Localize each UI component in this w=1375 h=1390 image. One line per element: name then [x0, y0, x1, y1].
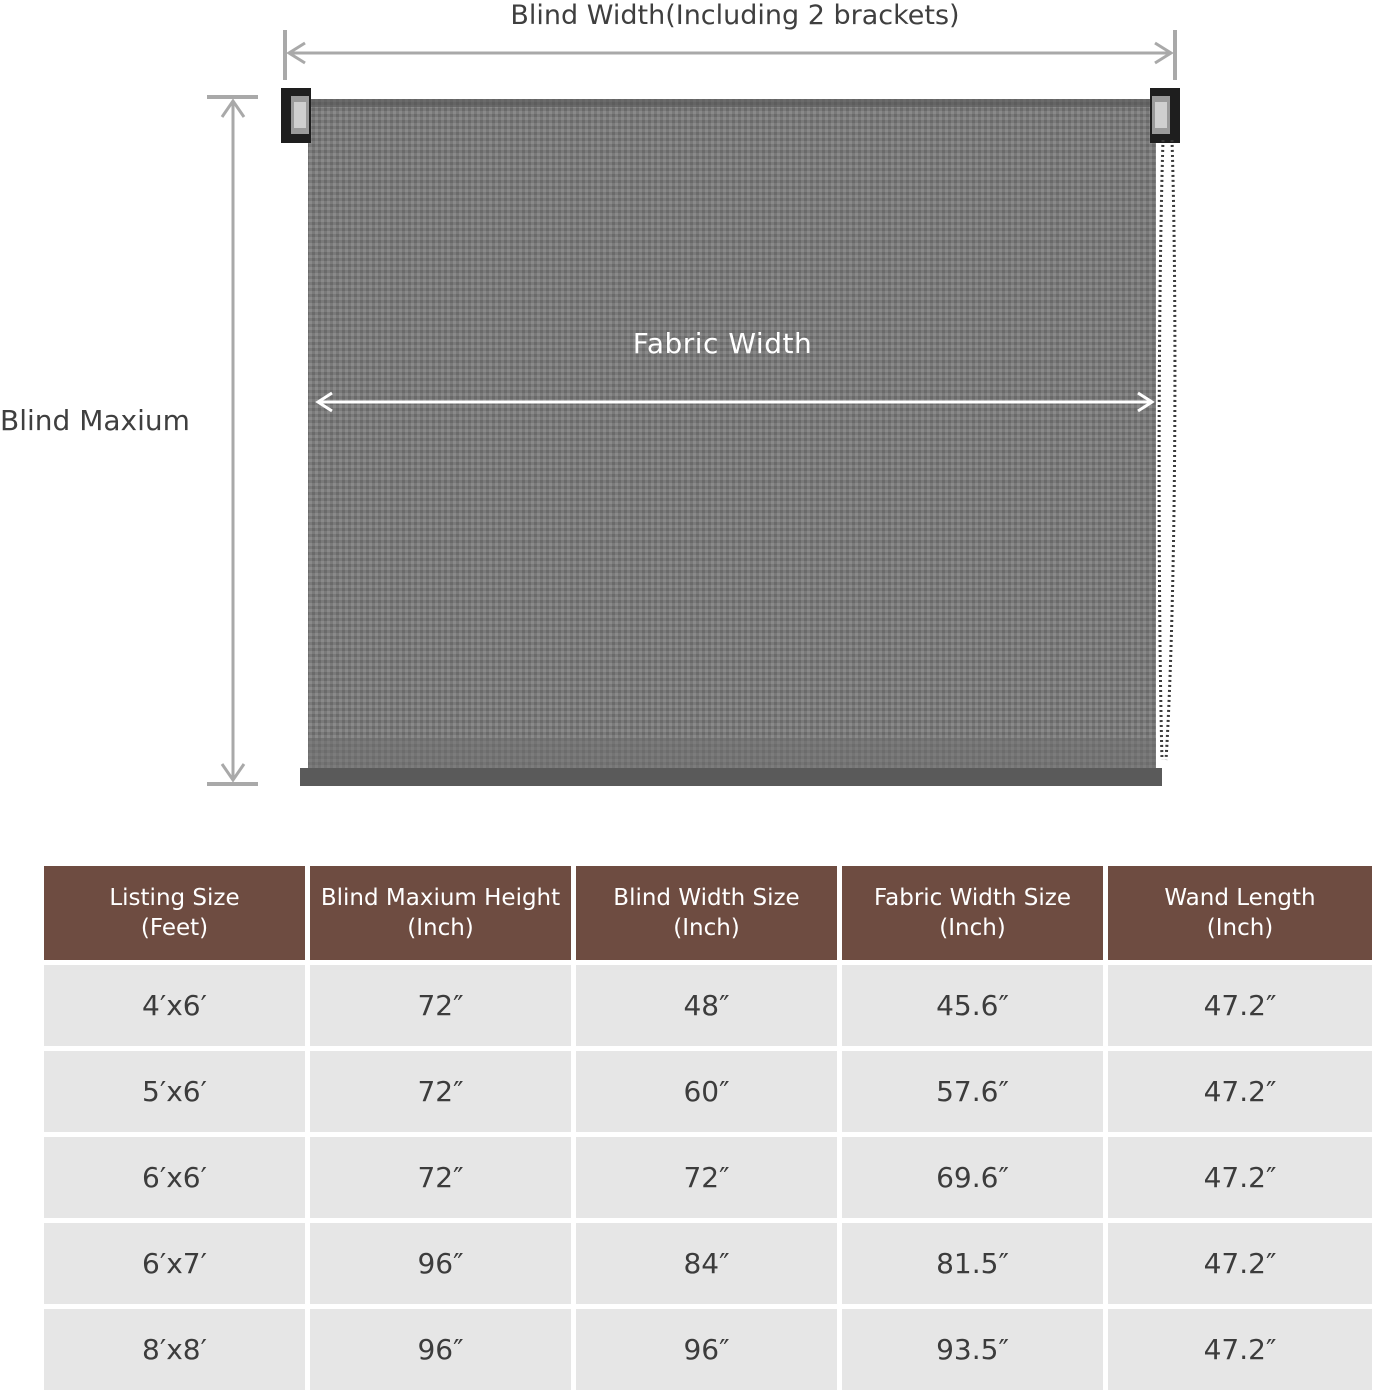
- cell-wand-length: 47.2″: [1108, 960, 1372, 1046]
- header-blind-maxium-height: [310, 866, 576, 960]
- header-fabric-width-size: [842, 866, 1108, 960]
- cell-blind-maxium-height: 96″: [310, 1304, 576, 1390]
- header-unit: (Inch): [407, 915, 474, 941]
- cell-blind-width-size: 96″: [576, 1304, 842, 1390]
- cell-blind-maxium-height: 72″: [310, 1046, 576, 1132]
- size-spec-table: [44, 866, 1372, 1390]
- cell-listing-size: 4′x6′: [44, 960, 310, 1046]
- blind-width-dimension-line: [285, 30, 1175, 80]
- table-row: [44, 1046, 1372, 1132]
- cell-listing-size: 8′x8′: [44, 1304, 310, 1390]
- fabric-panel: [308, 99, 1156, 785]
- cell-wand-length: 47.2″: [1108, 1132, 1372, 1218]
- cell-blind-maxium-height: 72″: [310, 960, 576, 1046]
- bottom-rail: [300, 768, 1162, 786]
- header-unit: (Inch): [1206, 915, 1274, 941]
- cell-blind-width-size: 48″: [576, 960, 842, 1046]
- cell-blind-width-size: 60″: [576, 1046, 842, 1132]
- table-header-row: [44, 866, 1372, 960]
- cell-blind-width-size: 84″: [576, 1218, 842, 1304]
- table-row: [44, 1304, 1372, 1390]
- header-wand-length: [1108, 866, 1372, 960]
- cell-fabric-width-size: 93.5″: [842, 1304, 1108, 1390]
- cell-listing-size: 5′x6′: [44, 1046, 310, 1132]
- header-unit: (Feet): [140, 915, 209, 941]
- header-blind-width-size: [576, 866, 842, 960]
- header-line: Listing Size: [109, 885, 240, 911]
- cell-fabric-width-size: 57.6″: [842, 1046, 1108, 1132]
- header-unit: (Inch): [673, 915, 740, 941]
- table-row: [44, 1132, 1372, 1218]
- header-line: Wand Length: [1164, 885, 1316, 911]
- table-row: [44, 960, 1372, 1046]
- bead-chain: [1159, 140, 1175, 760]
- cell-fabric-width-size: 81.5″: [842, 1218, 1108, 1304]
- cell-wand-length: 47.2″: [1108, 1304, 1372, 1390]
- cell-listing-size: 6′x7′: [44, 1218, 310, 1304]
- cell-blind-width-size: 72″: [576, 1132, 842, 1218]
- cell-blind-maxium-height: 96″: [310, 1218, 576, 1304]
- header-unit: (Inch): [939, 915, 1006, 941]
- cell-fabric-width-size: 69.6″: [842, 1132, 1108, 1218]
- table-row: [44, 1218, 1372, 1304]
- header-line: Blind Maxium Height: [320, 885, 561, 911]
- cell-listing-size: 6′x6′: [44, 1132, 310, 1218]
- blind-width-label: Blind Width(Including 2 brackets): [510, 0, 960, 31]
- header-listing-size: [44, 866, 310, 960]
- header-line: Blind Width Size: [613, 885, 800, 911]
- right-bracket: [1150, 88, 1180, 143]
- header-line: Fabric Width Size: [874, 885, 1071, 911]
- blind-maxium-label: Blind Maxium: [0, 404, 190, 437]
- cell-fabric-width-size: 45.6″: [842, 960, 1108, 1046]
- cell-wand-length: 47.2″: [1108, 1046, 1372, 1132]
- cell-blind-maxium-height: 72″: [310, 1132, 576, 1218]
- cell-wand-length: 47.2″: [1108, 1218, 1372, 1304]
- left-bracket: [281, 88, 311, 143]
- fabric-width-label: Fabric Width: [632, 327, 813, 360]
- blind-height-dimension-line: [207, 97, 258, 784]
